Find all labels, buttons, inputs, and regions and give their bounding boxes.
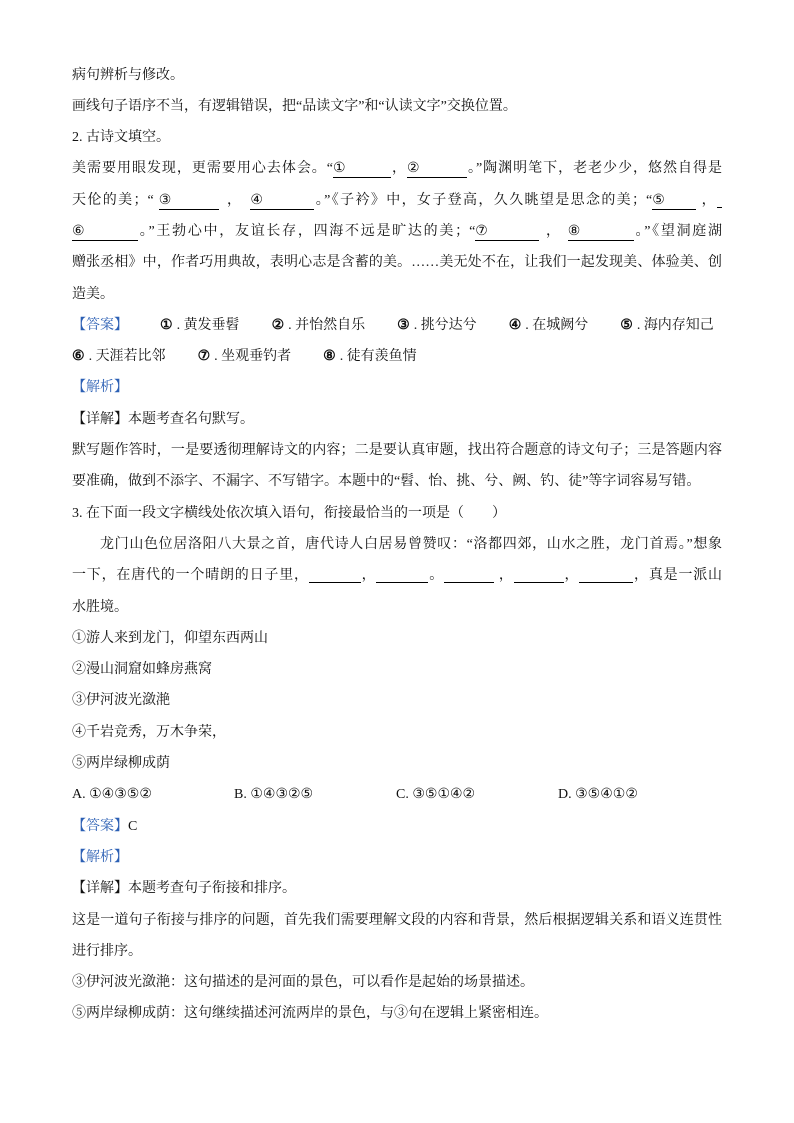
q3-explanation-line-2: 进行排序。 [72, 943, 142, 959]
answer-item-6 [72, 349, 166, 364]
q3-explanation-line-1: 这是一道句子衔接与排序的问题，首先我们需要理解文段的内容和背景，然后根据逻辑关系和语义连贯性 [72, 912, 722, 928]
q2-stem-line-2 [72, 185, 722, 216]
passage-text: ， [563, 568, 580, 584]
q2-explanation-line-2: 要准确，做到不添字、不漏字、不写错字。本题中的“髫、怡、挑、兮、阙、钓、徒”等字词容易写错。 [72, 474, 701, 490]
answer-number: ④ [508, 317, 522, 333]
passage-blank-1 [309, 567, 361, 583]
answer-number: ⑤ [620, 317, 633, 333]
answer-item-4 [509, 318, 589, 333]
answer-number: ⑧ [323, 349, 336, 365]
q2-detail: 【详解】本题考查名句默写。 [72, 411, 254, 427]
q3-passage-line-1: 龙门山色位居洛阳八大景之首，唐代诗人白居易曾赞叹：“洛都四郊，山水之胜，龙门首焉。”想象 [100, 536, 722, 552]
answer-item-2 [272, 318, 366, 333]
answer-text: . 挑兮达兮 [413, 317, 477, 333]
stem-text: 。”《望洞庭湖 [633, 223, 723, 239]
fill-blank-6-start [717, 192, 722, 208]
q3-sentence-2: ②漫山洞窟如蜂房燕窝 [72, 662, 212, 678]
q3-detail: 【详解】本题考查句子衔接和排序。 [72, 881, 296, 897]
passage-text: ， [360, 568, 377, 584]
q2-stem-line-3 [72, 216, 722, 247]
q2-heading: 2. 古诗文填空。 [72, 130, 170, 146]
fill-blank-2: ② [407, 160, 467, 178]
q3-analysis-label: 【解析】 [72, 849, 128, 865]
answer-number: ⑥ [72, 349, 85, 365]
q3-sentence-3: ③伊河波光潋滟 [72, 693, 170, 709]
answer-item-1 [160, 318, 240, 333]
fill-blank-8: ⑧ [568, 223, 634, 241]
q3-explanation-line-4: ⑤两岸绿柳成荫：这句继续描述河流两岸的景色，与③句在逻辑上紧密相连。 [72, 1006, 548, 1022]
q2-stem-line-4: 赠张丞相》中，作者巧用典故，表明心志是含蓄的美。……美无处不在，让我们一起发现美、体验美、创 [72, 255, 722, 271]
answer-text: . 并怡然自乐 [288, 317, 366, 333]
q3-explanation-line-3: ③伊河波光潋滟：这句描述的是河面的景色，可以看作是起始的场景描述。 [72, 975, 534, 991]
answer-number: ② [271, 317, 285, 333]
passage-text: 。 [428, 568, 445, 584]
choice-a: A. ①④③⑤② [72, 787, 152, 803]
page-content [72, 60, 722, 1030]
q2-explanation-line-1: 默写题作答时，一是要透彻理解诗文的内容；二是要认真审题，找出符合题意的诗文句子；三是答题内容 [72, 443, 722, 459]
answer-label: 【答案】 [72, 818, 128, 834]
passage-text: ， [498, 568, 514, 584]
answer-text: . 天涯若比邻 [88, 349, 166, 365]
q3-choices [72, 779, 722, 810]
answer-item-5 [620, 318, 714, 333]
fill-blank-3: ③ [159, 192, 219, 210]
stem-text: 。”《子衿》中，女子登高，久久眺望是思念的美；“ [314, 192, 653, 208]
answer-text: . 在城阙兮 [525, 317, 589, 333]
q3-sentence-1: ①游人来到龙门，仰望东西两山 [72, 630, 268, 646]
answer-number: ③ [397, 317, 410, 333]
passage-text: ，真是一派山 [633, 568, 723, 584]
answer-number: ① [160, 317, 173, 333]
fill-blank-7: ⑦ [475, 223, 539, 241]
fill-blank-6: ⑥ [72, 223, 138, 241]
q1-correction: 画线句子语序不当，有逻辑错误，把“品读文字”和“认读文字”交换位置。 [72, 98, 517, 114]
q3-answer-line [72, 811, 722, 842]
answer-item-3 [397, 318, 477, 333]
answer-value: C [128, 818, 138, 834]
answer-text: . 黄发垂髫 [176, 317, 240, 333]
passage-text: 一下，在唐代的一个晴朗的日子里， [72, 568, 309, 584]
stem-text: 。”王勃心中，友谊长存，四海不远是旷达的美；“ [138, 223, 476, 239]
stem-text: 美需要用眼发现，更需要用心去体会。“ [72, 161, 334, 177]
fill-blank-4: ④ [250, 192, 314, 210]
stem-text: 天伦的美；“ [72, 192, 154, 208]
q2-stem-line-5: 造美。 [72, 286, 114, 302]
answer-text: . 海内存知己 [636, 317, 714, 333]
fill-blank-5: ⑤ [652, 192, 696, 210]
passage-blank-3 [444, 567, 494, 583]
answer-number: ⑦ [197, 349, 211, 365]
passage-blank-2 [376, 567, 428, 583]
q2-stem-line-1 [72, 153, 722, 184]
q3-sentence-5: ⑤两岸绿柳成荫 [72, 756, 170, 772]
choice-b: B. ①④③②⑤ [234, 787, 314, 803]
q3-stem: 3. 在下面一段文字横线处依次填入语句，衔接最恰当的一项是（ ） [72, 505, 506, 521]
stem-text: 。”陶渊明笔下，老老少少，悠然自得是 [467, 161, 723, 177]
fill-blank-1: ① [333, 160, 391, 178]
stem-text: ， [391, 161, 407, 177]
passage-blank-4 [514, 567, 564, 583]
answer-item-7 [198, 349, 292, 364]
answer-label: 【答案】 [72, 317, 128, 333]
answer-text: . 徒有羡鱼情 [339, 349, 417, 365]
answer-text: . 坐观垂钓者 [214, 349, 292, 365]
passage-blank-5 [579, 567, 633, 583]
q3-passage-line-2 [72, 560, 722, 591]
q1-topic: 病句辨析与修改。 [72, 67, 184, 83]
stem-text: ， [225, 192, 243, 208]
q3-passage-line-3: 水胜境。 [72, 599, 128, 615]
q3-sentence-4: ④千岩竞秀，万木争荣， [72, 724, 226, 740]
choice-d: D. ③⑤④①② [558, 787, 638, 803]
choice-c: C. ③⑤①④② [396, 787, 476, 803]
q2-answer-line-2 [72, 341, 722, 372]
q2-analysis-label: 【解析】 [72, 380, 128, 396]
stem-text: ， [700, 192, 717, 208]
stem-text: ， [544, 223, 562, 239]
answer-item-8 [323, 349, 417, 364]
q2-answer-line-1 [72, 310, 722, 341]
